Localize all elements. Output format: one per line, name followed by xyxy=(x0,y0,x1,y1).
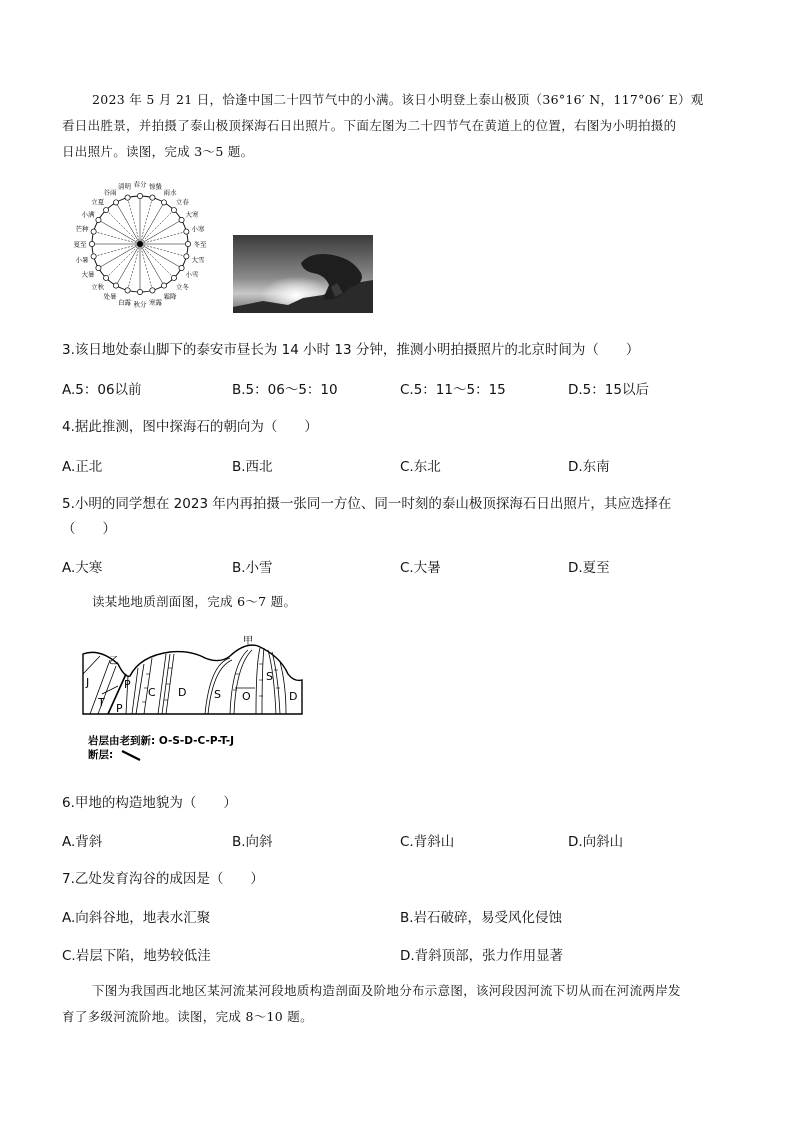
solar-term-label: 霜降 xyxy=(163,292,177,301)
term-marker xyxy=(150,288,155,293)
solar-terms-wheel xyxy=(62,178,222,310)
label-jia: 甲 xyxy=(243,636,253,647)
geologic-cross-section xyxy=(80,634,310,766)
q4-option-a: A.正北 xyxy=(62,459,103,475)
q5-option-b: B.小雪 xyxy=(232,560,273,576)
term-marker xyxy=(96,265,101,270)
term-ray xyxy=(140,232,186,244)
q5-option-c: C.大暑 xyxy=(400,560,441,576)
term-ray xyxy=(106,210,140,244)
stratum-label: C xyxy=(148,686,156,699)
label-yi: 乙 xyxy=(109,656,119,667)
term-ray xyxy=(140,244,186,256)
solar-term-label: 大雪 xyxy=(191,256,205,265)
term-marker xyxy=(125,195,130,200)
question-7-stem: 7.乙处发育沟谷的成因是（ ） xyxy=(62,871,264,887)
question-3-stem: 3.该日地处泰山脚下的泰安市昼长为 14 小时 13 分钟，推测小明拍摄照片的北京时间为（ ） xyxy=(62,342,640,358)
q6-option-a: A.背斜 xyxy=(62,834,103,850)
q7-option-c: C.岩层下陷，地势较低洼 xyxy=(62,948,211,964)
stratum-label: S xyxy=(266,670,273,683)
term-marker xyxy=(103,275,108,280)
term-ray xyxy=(140,244,182,268)
q4-option-b: B.西北 xyxy=(232,459,273,475)
term-ray xyxy=(140,244,164,286)
fault-legend: 断层: xyxy=(88,749,114,761)
solar-term-label: 小暑 xyxy=(75,256,89,265)
term-ray xyxy=(140,202,164,244)
solar-term-label: 谷雨 xyxy=(103,188,117,197)
term-marker xyxy=(96,217,101,222)
q7-option-a: A.向斜谷地，地表水汇聚 xyxy=(62,910,211,926)
question-6-stem: 6.甲地的构造地貌为（ ） xyxy=(62,795,237,811)
question-5-stem-cont: （ ） xyxy=(62,521,116,537)
term-marker xyxy=(113,200,118,205)
solar-term-label: 立夏 xyxy=(91,198,105,207)
fault-symbol xyxy=(122,751,140,760)
solar-term-label: 惊蛰 xyxy=(149,182,163,191)
q6-option-b: B.向斜 xyxy=(232,834,273,850)
term-marker xyxy=(137,289,142,294)
stratum-label: D xyxy=(178,686,187,699)
solar-term-label: 夏至 xyxy=(73,240,87,249)
solar-term-label: 芒种 xyxy=(75,224,89,233)
stratum-label: D xyxy=(289,690,298,703)
sunrise-photo xyxy=(233,235,373,313)
term-ray xyxy=(106,244,140,278)
intro-line-3: 日出照片。读图，完成 3～5 题。 xyxy=(62,144,254,159)
term-ray xyxy=(140,220,182,244)
term-ray xyxy=(140,244,152,290)
solar-term-label: 白露 xyxy=(117,298,131,307)
solar-term-label: 小满 xyxy=(81,210,95,219)
q5-option-a: A.大寒 xyxy=(62,560,103,576)
question-4-stem: 4.据此推测，图中探海石的朝向为（ ） xyxy=(62,419,318,435)
solar-term-label: 秋分 xyxy=(133,300,147,309)
solar-term-label: 处暑 xyxy=(103,292,117,301)
solar-term-label: 雨水 xyxy=(163,188,177,197)
q6-option-d: D.向斜山 xyxy=(568,834,624,850)
term-ray xyxy=(128,244,140,290)
term-marker xyxy=(184,254,189,259)
term-ray xyxy=(128,198,140,244)
term-ray xyxy=(140,244,174,278)
sun-center xyxy=(137,241,143,247)
intro-2: 读某地地质剖面图，完成 6～7 题。 xyxy=(92,594,297,609)
term-ray xyxy=(98,244,140,268)
term-marker xyxy=(91,254,96,259)
intro-line-1: 2023 年 5 月 21 日，恰逢中国二十四节气中的小满。该日小明登上泰山极顶（36°16′ N，117°06′ E）观 xyxy=(92,92,704,107)
solar-term-label: 寒露 xyxy=(149,298,163,307)
solar-term-label: 小雪 xyxy=(185,270,199,279)
question-5-stem: 5.小明的同学想在 2023 年内再拍摄一张同一方位、同一时刻的泰山极顶探海石日出照片，其应选择在 xyxy=(62,496,672,512)
q3-option-d: D.5：15以后 xyxy=(568,382,649,398)
q7-option-b: B.岩石破碎，易受风化侵蚀 xyxy=(400,910,563,926)
solar-term-label: 立秋 xyxy=(91,282,105,291)
solar-term-label: 春分 xyxy=(133,180,147,189)
term-marker xyxy=(184,229,189,234)
q3-option-c: C.5：11～5：15 xyxy=(400,382,506,398)
term-marker xyxy=(171,275,176,280)
intro-3-line-2: 育了多级河流阶地。读图，完成 8～10 题。 xyxy=(62,1009,313,1024)
intro-3-line-1: 下图为我国西北地区某河流某河段地质构造剖面及阶地分布示意图，该河段因河流下切从而在河流两岸发 xyxy=(92,983,681,998)
term-marker xyxy=(179,217,184,222)
stratum-label: T xyxy=(98,696,105,709)
stratum-label: O xyxy=(242,690,251,703)
intro-line-2: 看日出胜景，并拍摄了泰山极顶探海石日出照片。下面左图为二十四节气在黄道上的位置，右图为小明拍摄的 xyxy=(62,118,677,133)
term-ray xyxy=(94,244,140,256)
term-marker xyxy=(125,288,130,293)
term-marker xyxy=(171,207,176,212)
solar-term-label: 立冬 xyxy=(175,282,189,291)
term-ray xyxy=(116,244,140,286)
term-ray xyxy=(116,202,140,244)
q5-option-d: D.夏至 xyxy=(568,560,610,576)
stratum-label: P xyxy=(124,678,131,691)
solar-term-label: 清明 xyxy=(117,182,131,191)
term-ray xyxy=(98,220,140,244)
term-ray xyxy=(94,232,140,244)
strata-order-legend: 岩层由老到新: O-S-D-C-P-T-J xyxy=(88,735,235,747)
term-marker xyxy=(103,207,108,212)
term-marker xyxy=(89,241,94,246)
term-marker xyxy=(185,241,190,246)
stratum-label: J xyxy=(86,676,90,689)
q3-option-a: A.5：06以前 xyxy=(62,382,142,398)
term-marker xyxy=(161,200,166,205)
solar-term-label: 立春 xyxy=(175,198,189,207)
q6-option-c: C.背斜山 xyxy=(400,834,455,850)
solar-term-label: 大暑 xyxy=(81,270,95,279)
q3-option-b: B.5：06～5：10 xyxy=(232,382,338,398)
solar-term-label: 小寒 xyxy=(191,224,205,233)
stratum-label: S xyxy=(214,688,221,701)
stratum-label: P xyxy=(116,702,123,715)
term-marker xyxy=(113,283,118,288)
term-marker xyxy=(161,283,166,288)
term-marker xyxy=(91,229,96,234)
solar-term-label: 冬至 xyxy=(193,240,207,249)
q4-option-d: D.东南 xyxy=(568,459,610,475)
q4-option-c: C.东北 xyxy=(400,459,441,475)
q7-option-d: D.背斜顶部，张力作用显著 xyxy=(400,948,564,964)
solar-term-label: 大寒 xyxy=(185,210,199,219)
term-marker xyxy=(137,193,142,198)
term-ray xyxy=(140,198,152,244)
term-marker xyxy=(150,195,155,200)
term-ray xyxy=(140,210,174,244)
term-marker xyxy=(179,265,184,270)
